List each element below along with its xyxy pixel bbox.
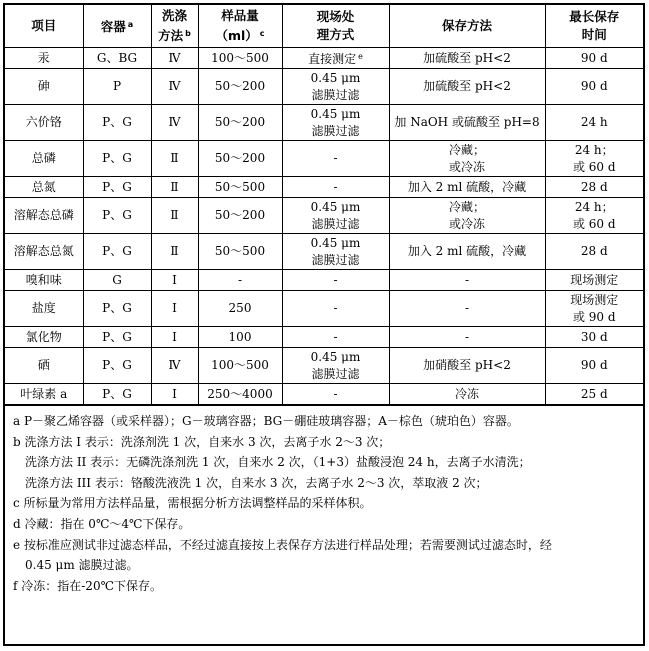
preserve-cell: - bbox=[389, 270, 545, 291]
onsite-cell: - bbox=[282, 327, 389, 348]
onsite-cell: - bbox=[282, 141, 389, 177]
preserve-cell: 加入 2 ml 硫酸，冷藏 bbox=[389, 234, 545, 270]
header-container: 容器 $^a$ bbox=[83, 5, 151, 48]
onsite-cell: - bbox=[282, 270, 389, 291]
table-body bbox=[5, 48, 643, 405]
preserve-cell: - bbox=[389, 327, 545, 348]
header-preserve: 保存方法 bbox=[389, 5, 545, 48]
header-amount: 样品量 （ml） $^c$ bbox=[198, 5, 282, 48]
time-cell: 90 d bbox=[545, 348, 643, 384]
amount-cell: 50～200 bbox=[198, 141, 282, 177]
container-cell: P、G bbox=[83, 141, 151, 177]
time-cell: 现场测定 或 90 d bbox=[545, 291, 643, 327]
amount-cell: 250～4000 bbox=[198, 384, 282, 405]
time-cell: 90 d bbox=[545, 69, 643, 105]
container-cell: P bbox=[83, 69, 151, 105]
container-cell: P、G bbox=[83, 177, 151, 198]
table-row bbox=[5, 348, 643, 384]
table-row bbox=[5, 234, 643, 270]
item-cell: 硒 bbox=[5, 348, 83, 384]
container-cell: P、G bbox=[83, 327, 151, 348]
onsite-cell: 0.45 μm 滤膜过滤 bbox=[282, 105, 389, 141]
note-d: d 冷藏：指在 0℃～4℃下保存。 bbox=[13, 516, 191, 531]
washing-cell: Ⅱ bbox=[151, 198, 198, 234]
item-cell: 叶绿素 a bbox=[5, 384, 83, 405]
time-cell: 30 d bbox=[545, 327, 643, 348]
amount-cell: 50～200 bbox=[198, 105, 282, 141]
header-onsite: 现场处 理方式 bbox=[282, 5, 389, 48]
table-row bbox=[5, 177, 643, 198]
container-cell: P、G bbox=[83, 291, 151, 327]
amount-cell: - bbox=[198, 270, 282, 291]
preserve-cell: 冷冻 bbox=[389, 384, 545, 405]
preserve-cell: 加硝酸至 pH<2 bbox=[389, 348, 545, 384]
time-cell: 24 h； 或 60 d bbox=[545, 141, 643, 177]
onsite-cell: 0.45 μm 滤膜过滤 bbox=[282, 234, 389, 270]
note-c: c 所标量为常用方法样品量，需根据分析方法调整样品的采样体积。 bbox=[13, 496, 372, 511]
note-b-3: 洗涤方法 III 表示：铬酸洗液洗 1 次，自来水 3 次，去离子水 2～3 次，萃取液 2 次； bbox=[25, 475, 488, 490]
note-a: a P－聚乙烯容器（或采样器）；G－玻璃容器；BG－硼硅玻璃容器；A－棕色（琥珀色）容器。 bbox=[13, 414, 519, 428]
preserve-cell: 加硫酸至 pH<2 bbox=[389, 69, 545, 105]
table-row bbox=[5, 327, 643, 348]
table-notes bbox=[5, 405, 643, 596]
time-cell: 28 d bbox=[545, 234, 643, 270]
note-b: b 洗涤方法 I 表示：洗涤剂洗 1 次，自来水 3 次，去离子水 2～3 次； bbox=[13, 434, 391, 449]
table-row bbox=[5, 69, 643, 105]
preserve-cell: - bbox=[389, 291, 545, 327]
table-row bbox=[5, 384, 643, 405]
amount-cell: 100 bbox=[198, 327, 282, 348]
onsite-cell: 直接测定 $^e$ bbox=[282, 48, 389, 69]
table-row bbox=[5, 198, 643, 234]
washing-cell: Ⅰ bbox=[151, 327, 198, 348]
onsite-cell: - bbox=[282, 177, 389, 198]
table-row bbox=[5, 141, 643, 177]
item-cell: 溶解态总磷 bbox=[5, 198, 83, 234]
amount-cell: 100～500 bbox=[198, 48, 282, 69]
header-item: 项目 bbox=[5, 5, 83, 48]
preserve-cell: 冷藏； 或冷冻 bbox=[389, 141, 545, 177]
note-b-2: 洗涤方法 II 表示：无磷洗涤剂洗 1 次，自来水 2 次，（1+3）盐酸浸泡 24 h，去离子水清洗； bbox=[25, 455, 531, 470]
item-cell: 总氮 bbox=[5, 177, 83, 198]
note-f: f 冷冻：指在-20℃下保存。 bbox=[13, 578, 163, 593]
header-row bbox=[5, 5, 643, 48]
item-cell: 氯化物 bbox=[5, 327, 83, 348]
table-row bbox=[5, 48, 643, 69]
time-cell: 现场测定 bbox=[545, 270, 643, 291]
washing-cell: Ⅰ bbox=[151, 270, 198, 291]
amount-cell: 50～500 bbox=[198, 234, 282, 270]
onsite-cell: 0.45 μm 滤膜过滤 bbox=[282, 69, 389, 105]
onsite-cell: - bbox=[282, 291, 389, 327]
amount-cell: 50～200 bbox=[198, 69, 282, 105]
washing-cell: Ⅳ bbox=[151, 105, 198, 141]
container-cell: P、G bbox=[83, 348, 151, 384]
amount-cell: 250 bbox=[198, 291, 282, 327]
washing-cell: Ⅳ bbox=[151, 48, 198, 69]
preserve-cell: 加硫酸至 pH<2 bbox=[389, 48, 545, 69]
header-time: 最长保存 时间 bbox=[545, 5, 643, 48]
time-cell: 24 h； 或 60 d bbox=[545, 198, 643, 234]
washing-cell: Ⅰ bbox=[151, 291, 198, 327]
item-cell: 汞 bbox=[5, 48, 83, 69]
washing-cell: Ⅱ bbox=[151, 141, 198, 177]
onsite-cell: 0.45 μm 滤膜过滤 bbox=[282, 348, 389, 384]
onsite-cell: 0.45 μm 滤膜过滤 bbox=[282, 198, 389, 234]
sample-preservation-table bbox=[5, 5, 643, 405]
amount-cell: 50～500 bbox=[198, 177, 282, 198]
header-washing: 洗涤 方法 $^b$ bbox=[151, 5, 198, 48]
item-cell: 总磷 bbox=[5, 141, 83, 177]
item-cell: 溶解态总氮 bbox=[5, 234, 83, 270]
preserve-cell: 冷藏； 或冷冻 bbox=[389, 198, 545, 234]
time-cell: 25 d bbox=[545, 384, 643, 405]
container-cell: G、BG bbox=[83, 48, 151, 69]
washing-cell: Ⅱ bbox=[151, 177, 198, 198]
amount-cell: 100～500 bbox=[198, 348, 282, 384]
amount-cell: 50～200 bbox=[198, 198, 282, 234]
item-cell: 六价铬 bbox=[5, 105, 83, 141]
container-cell: G bbox=[83, 270, 151, 291]
item-cell: 嗅和味 bbox=[5, 270, 83, 291]
container-cell: P、G bbox=[83, 234, 151, 270]
time-cell: 24 h bbox=[545, 105, 643, 141]
table-row bbox=[5, 291, 643, 327]
washing-cell: Ⅳ bbox=[151, 69, 198, 105]
note-e: e 按标准应测试非过滤态样品，不经过滤直接按上表保存方法进行样品处理；若需要测试过滤态时，经 bbox=[13, 537, 552, 552]
time-cell: 90 d bbox=[545, 48, 643, 69]
preserve-cell: 加入 2 ml 硫酸，冷藏 bbox=[389, 177, 545, 198]
note-e-2: 0.45 μm 滤膜过滤。 bbox=[25, 558, 139, 573]
container-cell: P、G bbox=[83, 384, 151, 405]
washing-cell: Ⅰ bbox=[151, 384, 198, 405]
item-cell: 砷 bbox=[5, 69, 83, 105]
washing-cell: Ⅱ bbox=[151, 234, 198, 270]
washing-cell: Ⅳ bbox=[151, 348, 198, 384]
onsite-cell: - bbox=[282, 384, 389, 405]
container-cell: P、G bbox=[83, 198, 151, 234]
table-row bbox=[5, 105, 643, 141]
table-row bbox=[5, 270, 643, 291]
container-cell: P、G bbox=[83, 105, 151, 141]
document-panel bbox=[3, 3, 645, 646]
item-cell: 盐度 bbox=[5, 291, 83, 327]
preserve-cell: 加 NaOH 或硫酸至 pH=8 bbox=[389, 105, 545, 141]
time-cell: 28 d bbox=[545, 177, 643, 198]
